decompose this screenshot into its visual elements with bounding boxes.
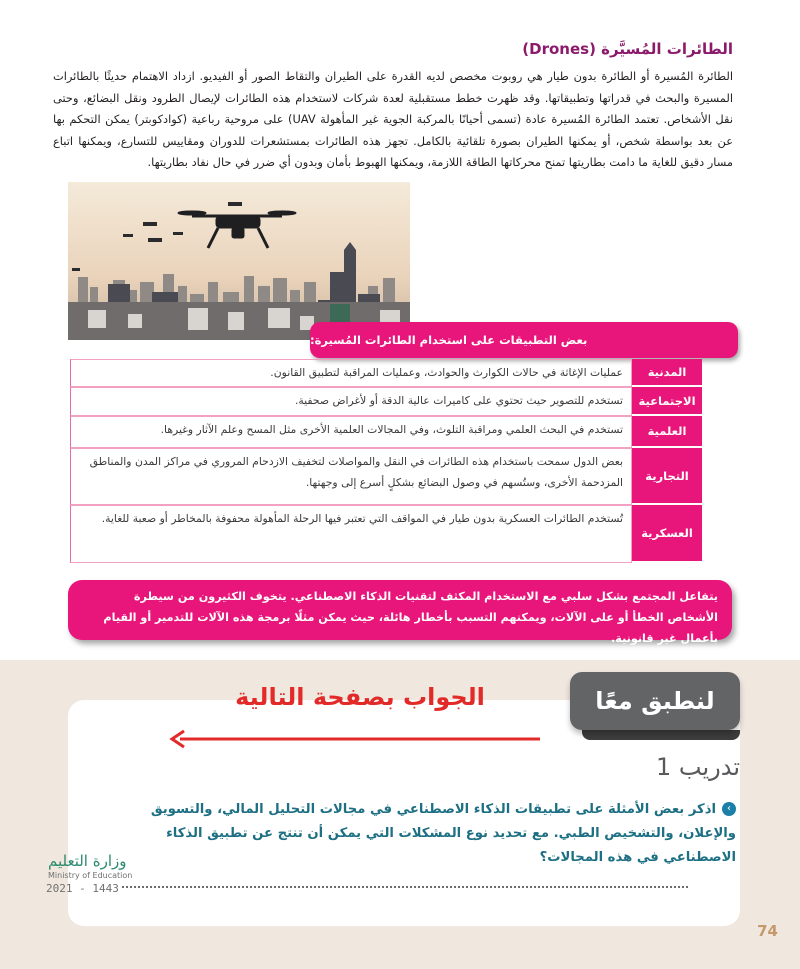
description-cell: تستخدم للتصوير حيث تحتوي على كاميرات عالية الدقة أو لأغراض صحفية.: [70, 387, 632, 416]
category-cell: العلمية: [632, 416, 702, 448]
applications-table: [70, 359, 702, 563]
edition-year: 2021 - 1443: [46, 882, 119, 895]
practice-tab-shadow: [582, 730, 740, 740]
left-arrow-icon: [168, 728, 540, 750]
intro-paragraph: الطائرة المُسيرة أو الطائرة بدون طيار هي روبوت مخصص لديه القدرة على الطيران والتقاط الصور أو الفيديو. ازداد الاهتمام حديثًا بالطائرات المسيرة والبحث في قدراتها وتطبيقاتها. وقد ظهرت خطط مستقبلية لعدة شركات لاستخدام هذه الطائرات لإيصال الطرود ونقل البضائع، وحتى نقل الأشخاص. تعتمد الطائرة المُسيرة عادة (تسمى أحيانًا بالمركبة الجوية غير المأهولة UAV) على مروحية رباعية (كوادكوبتر) يمكن التحكم بها عن بعد بواسطة شخص، أو يمكنها الطيران بصورة تلقائية بالكامل. تجهز هذه الطائرات بمستشعرات للدوران ومقاييس للتسارع، ويمكنها اتباع مسار دقيق للغاية ما دامت بطاريتها تمنح محركاتها الطاقة اللازمة، ويمكنها الهبوط بأمان وبدون أي ضرر في حال نفاد بطاريتها.: [53, 69, 733, 169]
ministry-name-english: Ministry of Education: [48, 871, 133, 880]
category-cell: العسكرية: [632, 505, 702, 563]
table-row: [70, 505, 702, 563]
description-cell: تستخدم في البحث العلمي ومراقبة التلوث، وفي المجالات العلمية الأخرى مثل المسح وعلم الآثار وغيرها.: [70, 416, 632, 448]
answer-note: الجواب بصفحة التالية: [235, 683, 485, 711]
drone-city-photo: [68, 182, 410, 340]
applications-header: بعض التطبيقات على استخدام الطائرات المُسيرة:: [310, 322, 738, 358]
category-cell: المدنية: [632, 359, 702, 387]
description-cell: بعض الدول سمحت باستخدام هذه الطائرات في النقل والمواصلات لتخفيف الازدحام المروري في مراكز المدن والمناطق المزدحمة الأخرى، وستُسهم في وصول البضائع بشكلٍ أسرع إلى وجهتها.: [70, 448, 632, 505]
table-row: [70, 359, 702, 387]
question-block: [116, 798, 736, 870]
ai-warning-note: يتفاعل المجتمع بشكل سلبي مع الاستخدام المكثف لتقنيات الذكاء الاصطناعي. يتخوف الكثيرون من سيطرة الأشخاص الخطأ أو على الآلات، ويمكنهم التسبب بأخطار هائلة، حيث يمكن مثلًا برمجة هذه الآلات للتدمير أو القيام بأعمال غير قانونية.: [68, 580, 732, 640]
table-row: [70, 387, 702, 416]
category-cell: الاجتماعية: [632, 387, 702, 416]
table-row: [70, 416, 702, 448]
question-text: اذكر بعض الأمثلة على تطبيقات الذكاء الاصطناعي في مجالات التحليل المالي، والتسويق والإعلان، والتشخيص الطبي. مع تحديد نوع المشكلات التي يمكن أن تنتج عن تطبيق الذكاء الاصطناعي في هذه المجالات؟: [150, 802, 736, 865]
category-cell: التجارية: [632, 448, 702, 505]
ministry-name-arabic: وزارة التعليم: [48, 852, 127, 870]
description-cell: عمليات الإغاثة في حالات الكوارث والحوادث، وعمليات المراقبة لتطبيق القانون.: [70, 359, 632, 387]
table-row: [70, 448, 702, 505]
section-title: الطائرات المُسيَّرة (Drones): [522, 40, 733, 58]
page-number: 74: [757, 922, 778, 940]
answer-dotted-line: [122, 886, 688, 888]
practice-tab: لنطبق معًا: [570, 672, 740, 730]
ministry-logo: [48, 852, 158, 880]
chevron-bullet-icon: ›: [722, 802, 736, 816]
description-cell: تُستخدم الطائرات العسكرية بدون طيار في المواقف التي تعتبر فيها الرحلة المأهولة محفوفة بالمخاطر أو صعبة للغاية.: [70, 505, 632, 563]
exercise-title: تدريب 1: [655, 753, 740, 781]
